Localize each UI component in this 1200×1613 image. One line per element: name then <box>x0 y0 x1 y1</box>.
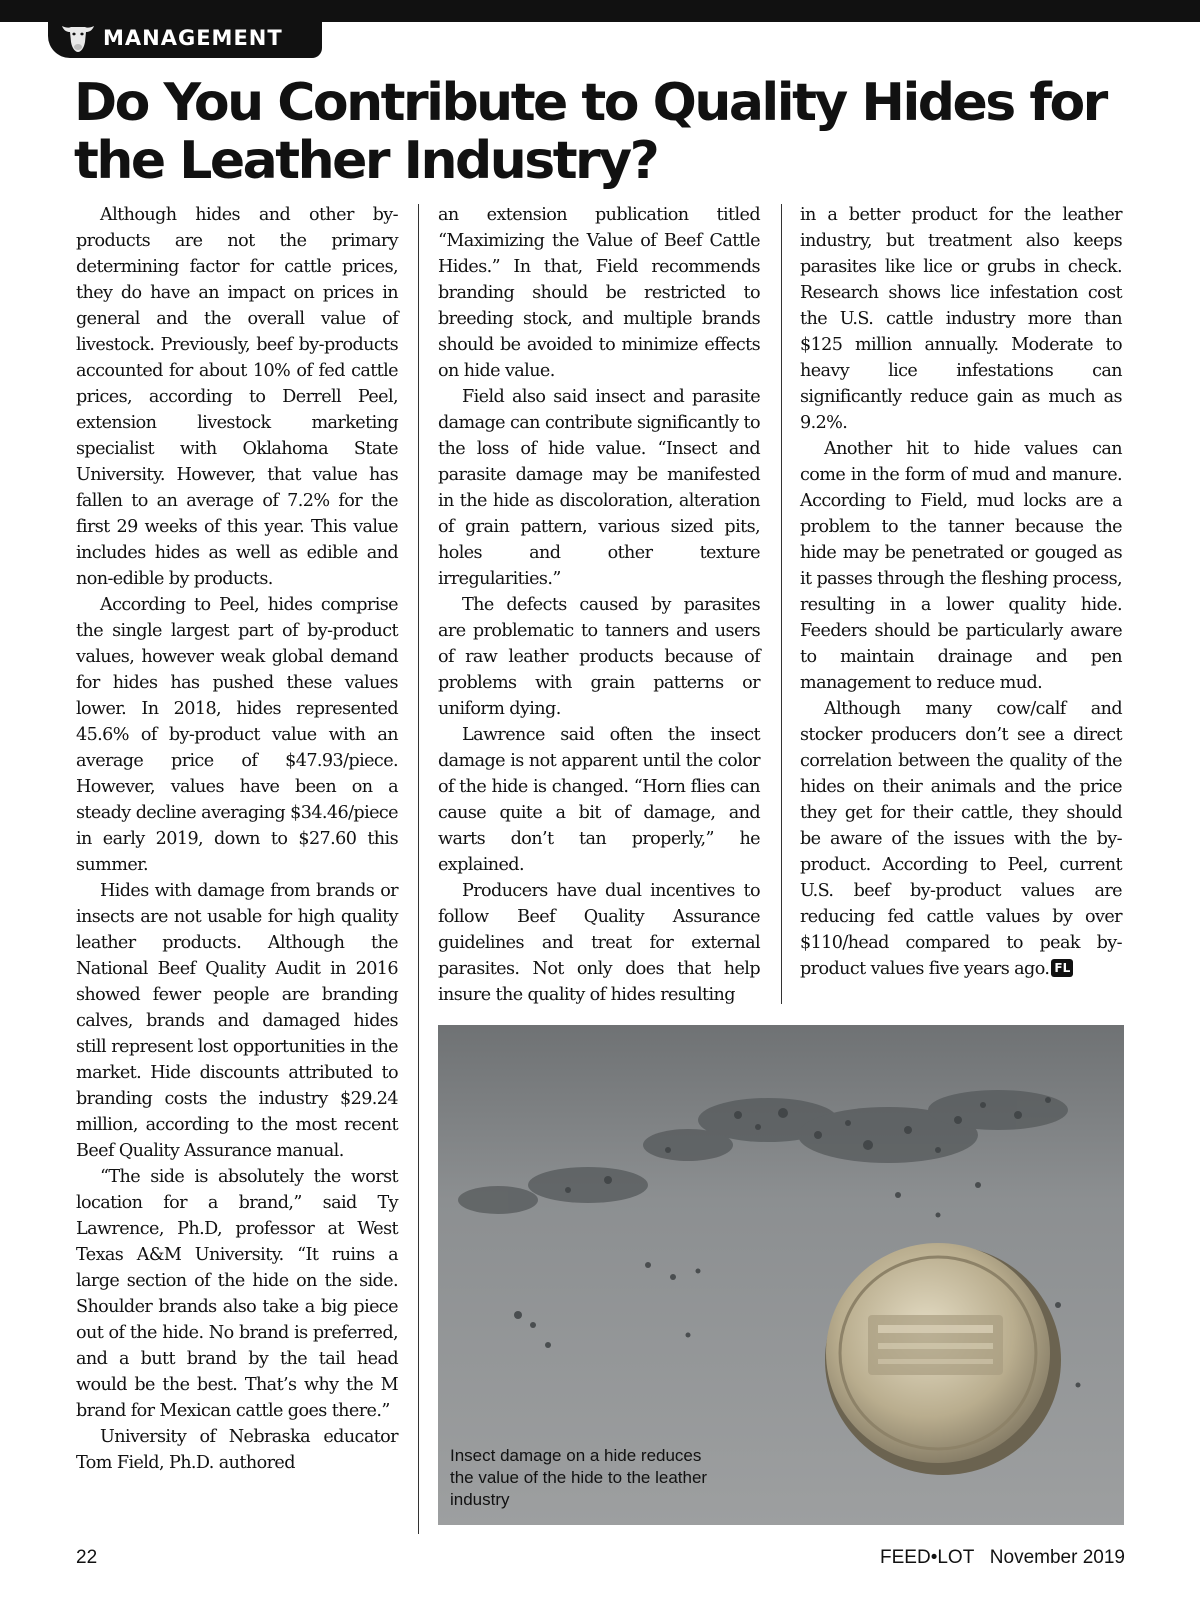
paragraph: Field also said insect and parasite damage can contribute significantly to the loss of hide value. “Insect and parasite damage may be manifested in the hide as discoloration, alteration of grain pattern, various sized pits, holes and other texture irregularities.” <box>438 387 760 589</box>
paragraph: The defects caused by parasites are problematic to tanners and users of raw leather products because of problems with grain patterns or uniform dying. <box>438 595 760 719</box>
article-column-1 <box>76 202 398 1476</box>
top-bar <box>0 0 1200 22</box>
hide-damage-photo <box>438 1025 1124 1525</box>
paragraph: Another hit to hide values can come in the form of mud and manure. According to Field, mud locks are a problem to the tanner because the hide may be penetrated or gouged as it passes through the fleshing process, resulting in a lower quality hide. Feeders should be particularly aware to maintain drainage and pen management to reduce mud. <box>800 439 1122 693</box>
paragraph: University of Nebraska educator Tom Field, Ph.D. authored <box>76 1427 398 1473</box>
section-tab <box>48 20 322 58</box>
paragraph-text: Although many cow/calf and stocker producers don’t see a direct correlation between the quality of the hides on their animals and the price they get for their cattle, they should be aware of the issues with the by-product. According to Peel, current U.S. beef by-product values are reducing fed cattle values by over $110/head compared to peak by-product values five years ago. <box>800 699 1122 979</box>
paragraph: Producers have dual incentives to follow Beef Quality Assurance guidelines and treat for external parasites. Not only does that help insure the quality of hides resulting <box>438 881 760 1005</box>
paragraph: Lawrence said often the insect damage is not apparent until the color of the hide is changed. “Horn flies can cause quite a bit of damage, and warts don’t tan properly,” he explained. <box>438 725 760 875</box>
paragraph: Although hides and other by-products are not the primary determining factor for cattle prices, they do have an impact on prices in general and the overall value of livestock. Previously, beef by-products accounted for about 10% of fed cattle prices, according to Derrell Peel, extension livestock marketing specialist with Oklahoma State University. However, that value has fallen to an average of 7.2% for the first 29 weeks of this year. This value includes hides as well as edible and non-edible by products. <box>76 205 398 589</box>
page-number: 22 <box>76 1547 98 1568</box>
paragraph: According to Peel, hides comprise the single largest part of by-product values, however weak global demand for hides has pushed these values lower. In 2018, hides represented 45.6% of by-product value with an average price of $47.93/piece. However, values have been on a steady decline averaging $34.46/piece in early 2019, down to $27.60 this summer. <box>76 595 398 875</box>
paragraph: Hides with damage from brands or insects are not usable for high quality leather products. Although the National Beef Quality Audit in 2016 showed fewer people are branding calves, brands and damaged hides still represent lost opportunities in the market. Hide discounts attributed to branding costs the industry $29.24 million, according to the most recent Beef Quality Assurance manual. <box>76 881 398 1161</box>
section-label: MANAGEMENT <box>103 26 283 50</box>
paragraph: “The side is absolutely the worst location for a brand,” said Ty Lawrence, Ph.D, professor at West Texas A&M University. “It ruins a large section of the hide on the side. Shoulder brands also take a big piece out of the hide. No brand is preferred, and a butt brand by the tail head would be the best. That’s why the M brand for Mexican cattle goes there.” <box>76 1167 398 1421</box>
article-column-3 <box>800 202 1122 982</box>
end-mark-icon: FL <box>1051 959 1073 977</box>
steer-head-icon <box>58 16 98 56</box>
publication-issue: FEED•LOT November 2019 <box>880 1547 1125 1568</box>
article-column-2 <box>438 202 760 1008</box>
paragraph <box>800 696 1122 982</box>
headline: Do You Contribute to Quality Hides for the Leather Industry? <box>74 73 1106 191</box>
column-divider <box>418 204 419 1534</box>
column-divider <box>781 204 782 1004</box>
paragraph: an extension publication titled “Maximizing the Value of Beef Cattle Hides.” In that, Field recommends branding should be restricted to breeding stock, and multiple brands should be avoided to minimize effects on hide value. <box>438 205 760 381</box>
photo-caption: Insect damage on a hide reduces the value of the hide to the leather industry <box>450 1446 708 1509</box>
paragraph: in a better product for the leather industry, but treatment also keeps parasites like lice or grubs in check. Research shows lice infestation cost the U.S. cattle industry more than $125 million annually. Moderate to heavy lice infestations can significantly reduce gain as much as 9.2%. <box>800 205 1122 433</box>
